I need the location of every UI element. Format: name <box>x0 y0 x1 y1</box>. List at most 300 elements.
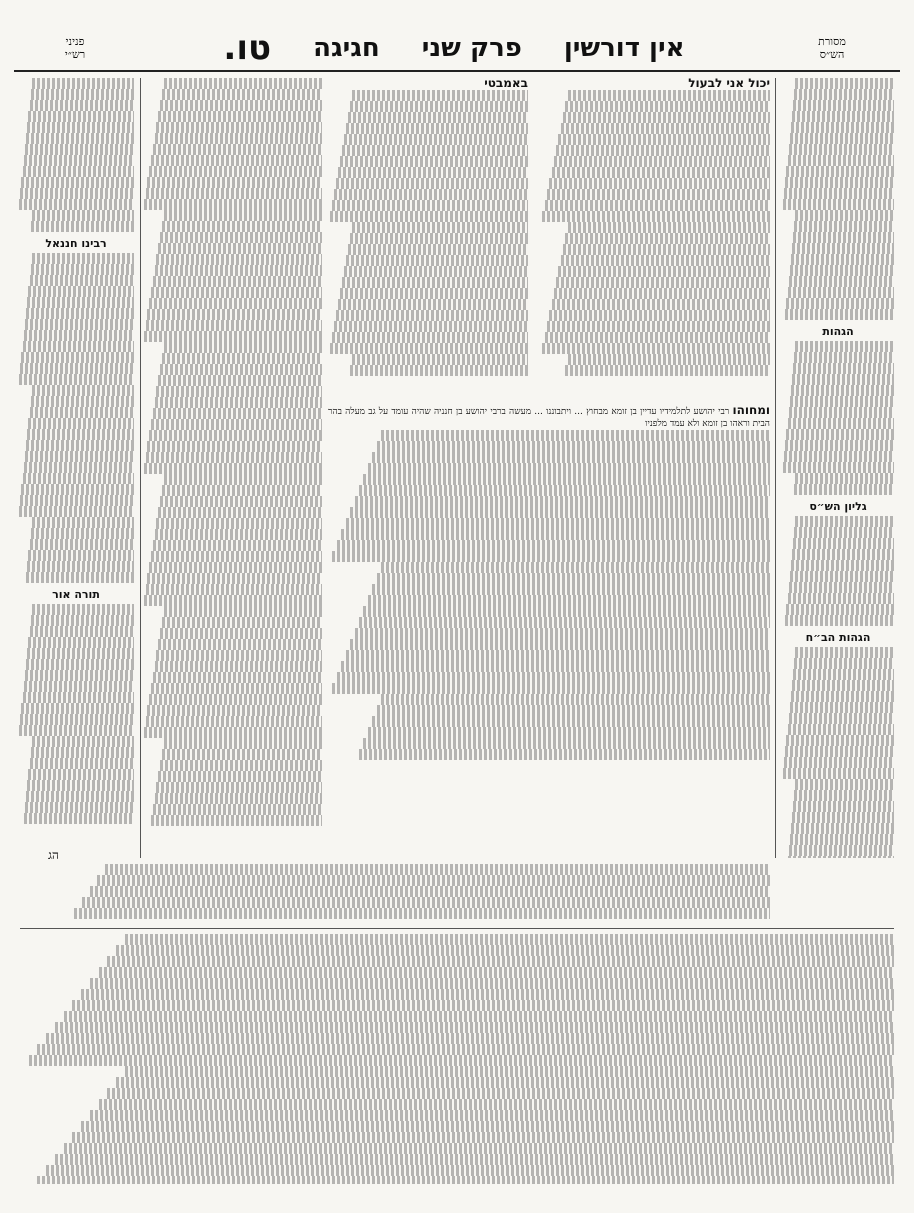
text-line <box>28 769 134 780</box>
text-line <box>24 330 134 341</box>
text-line <box>789 276 894 287</box>
text-line <box>162 617 322 628</box>
text-line <box>25 451 134 462</box>
text-line <box>793 363 894 374</box>
text-line <box>795 473 894 484</box>
text-line <box>368 463 770 474</box>
left-commentary-column <box>142 78 322 858</box>
left-margin-column <box>18 78 134 858</box>
text-line <box>149 166 322 177</box>
text-line <box>82 897 770 908</box>
text-line <box>19 374 134 385</box>
text-line <box>32 210 134 221</box>
text-line <box>158 639 322 650</box>
text-line <box>788 287 894 298</box>
text-line <box>146 320 322 331</box>
text-line <box>30 275 134 286</box>
rashi-column <box>540 78 770 398</box>
text-line <box>156 782 322 793</box>
text-line <box>359 485 770 496</box>
text-line <box>32 736 134 747</box>
text-line <box>344 266 528 277</box>
text-line <box>160 232 322 243</box>
text-line <box>350 639 770 650</box>
text-line <box>377 441 770 452</box>
text-line <box>25 319 134 330</box>
text-line <box>90 1110 894 1121</box>
text-line <box>20 495 134 506</box>
text-line <box>27 297 134 308</box>
text-line <box>542 343 770 354</box>
text-line <box>793 538 894 549</box>
text-line <box>144 331 322 342</box>
text-line <box>788 155 894 166</box>
text-line <box>558 134 770 145</box>
text-line <box>791 823 894 834</box>
text-line <box>21 177 134 188</box>
text-line <box>549 310 770 321</box>
text-line <box>158 111 322 122</box>
text-line <box>568 222 770 233</box>
text-line <box>155 661 322 672</box>
text-line <box>372 716 770 727</box>
header-folio: טו. <box>223 28 272 68</box>
text-line <box>352 90 528 101</box>
text-line <box>790 571 894 582</box>
text-line <box>552 167 771 178</box>
text-line <box>565 365 770 376</box>
text-line <box>790 702 894 713</box>
text-line <box>158 771 322 782</box>
text-line <box>153 672 322 683</box>
text-line <box>151 551 322 562</box>
text-line <box>155 793 322 804</box>
text-line <box>549 178 770 189</box>
text-line <box>26 440 134 451</box>
text-line <box>149 694 322 705</box>
text-line <box>783 199 894 210</box>
text-line <box>30 758 134 769</box>
text-line <box>19 199 134 210</box>
text-line <box>162 485 322 496</box>
text-line <box>55 1022 894 1033</box>
text-line <box>160 364 322 375</box>
text-line <box>561 123 770 134</box>
text-line <box>554 288 770 299</box>
text-line <box>342 145 528 156</box>
text-line <box>561 255 770 266</box>
text-line <box>72 1132 894 1143</box>
text-line <box>795 516 894 527</box>
text-line <box>144 199 322 210</box>
tosafot-lead-words: באמבטי <box>484 78 528 90</box>
text-line <box>332 200 528 211</box>
text-line <box>790 133 894 144</box>
text-line <box>74 908 770 919</box>
text-line <box>793 801 894 812</box>
text-line <box>31 528 134 539</box>
text-line <box>149 298 322 309</box>
text-line <box>147 309 322 320</box>
text-line <box>162 89 322 100</box>
text-line <box>30 626 134 637</box>
text-line <box>785 746 894 757</box>
text-line <box>46 1165 894 1176</box>
text-line <box>795 647 894 658</box>
text-line <box>147 441 322 452</box>
text-line <box>791 560 894 571</box>
header-pninei-rashi <box>20 30 130 66</box>
text-line <box>340 156 528 167</box>
text-line <box>786 166 894 177</box>
text-line <box>363 474 770 485</box>
text-line <box>793 100 894 111</box>
text-line <box>28 418 134 429</box>
text-line <box>545 332 770 343</box>
text-line <box>784 451 894 462</box>
text-line <box>24 155 134 166</box>
text-line <box>46 1033 894 1044</box>
text-line <box>164 738 322 749</box>
text-line <box>26 791 134 802</box>
text-line <box>160 628 322 639</box>
text-line <box>783 768 894 779</box>
text-line <box>786 604 894 615</box>
text-line <box>565 101 770 112</box>
text-line <box>790 834 894 845</box>
text-line <box>348 244 528 255</box>
text-line <box>786 429 894 440</box>
rabbeinu-chananel-heading: רבינו חננאל <box>45 237 107 250</box>
text-line <box>125 1066 894 1077</box>
text-line <box>790 265 894 276</box>
text-line <box>794 352 894 363</box>
text-line <box>334 189 528 200</box>
text-line <box>151 287 322 298</box>
text-line <box>28 111 134 122</box>
text-line <box>368 595 770 606</box>
text-line <box>28 550 134 561</box>
text-line <box>338 299 528 310</box>
torah-or-heading: תורה אור <box>52 588 100 601</box>
text-line <box>568 90 770 101</box>
text-line <box>25 670 134 681</box>
text-line <box>164 474 322 485</box>
text-line <box>32 78 134 89</box>
text-line <box>32 604 134 615</box>
text-line <box>794 221 894 232</box>
left-margin-divider <box>140 78 141 858</box>
text-line <box>81 1121 894 1132</box>
text-line <box>337 540 770 551</box>
text-line <box>31 89 134 100</box>
text-line <box>90 886 770 897</box>
text-line <box>336 178 528 189</box>
text-line <box>164 78 322 89</box>
text-line <box>156 386 322 397</box>
text-line <box>332 332 528 343</box>
text-line <box>153 276 322 287</box>
right-margin-divider <box>775 78 776 858</box>
text-line <box>792 243 894 254</box>
text-line <box>153 144 322 155</box>
text-line <box>99 967 894 978</box>
text-line <box>144 595 322 606</box>
text-line <box>26 572 134 583</box>
text-line <box>146 716 322 727</box>
text-line <box>352 354 528 365</box>
text-line <box>19 506 134 517</box>
text-line <box>90 978 894 989</box>
text-line <box>144 727 322 738</box>
text-line <box>341 529 770 540</box>
text-line <box>19 725 134 736</box>
text-line <box>29 1055 894 1066</box>
text-line <box>27 429 134 440</box>
text-line <box>793 232 894 243</box>
text-line <box>332 551 770 562</box>
text-line <box>153 540 322 551</box>
text-line <box>164 606 322 617</box>
text-line <box>31 747 134 758</box>
text-line <box>786 298 894 309</box>
text-line <box>37 1044 894 1055</box>
text-line <box>160 100 322 111</box>
text-line <box>552 299 771 310</box>
text-line <box>795 78 894 89</box>
text-line <box>31 615 134 626</box>
text-line <box>27 648 134 659</box>
text-line <box>155 133 322 144</box>
text-line <box>363 606 770 617</box>
text-line <box>791 385 894 396</box>
text-line <box>783 462 894 473</box>
text-line <box>97 875 770 886</box>
text-line <box>547 321 770 332</box>
text-line <box>162 353 322 364</box>
text-line <box>147 573 322 584</box>
text-line <box>147 705 322 716</box>
gemara-opening-words: ומחוהו <box>732 404 770 417</box>
text-line <box>149 562 322 573</box>
text-line <box>789 407 894 418</box>
text-line <box>377 705 770 716</box>
text-line <box>99 1099 894 1110</box>
text-line <box>27 561 134 572</box>
header-masoret-label <box>772 30 892 66</box>
text-line <box>26 659 134 670</box>
text-line <box>158 507 322 518</box>
text-line <box>792 812 894 823</box>
text-line <box>32 385 134 396</box>
text-line <box>153 408 322 419</box>
text-line <box>32 517 134 528</box>
text-line <box>788 418 894 429</box>
text-line <box>336 310 528 321</box>
text-line <box>334 321 528 332</box>
text-line <box>350 101 528 112</box>
text-line <box>350 365 528 376</box>
text-line <box>348 112 528 123</box>
text-line <box>563 244 770 255</box>
text-line <box>20 363 134 374</box>
text-line <box>23 473 134 484</box>
text-line <box>568 354 770 365</box>
text-line <box>346 123 528 134</box>
text-line <box>340 288 528 299</box>
text-line <box>792 549 894 560</box>
text-line <box>24 462 134 473</box>
text-line <box>363 738 770 749</box>
header-tractate: חגיגה <box>313 33 380 63</box>
text-line <box>556 277 770 288</box>
text-line <box>332 683 770 694</box>
text-line <box>794 658 894 669</box>
text-line <box>368 727 770 738</box>
text-line <box>790 396 894 407</box>
text-line <box>788 593 894 604</box>
text-line <box>794 790 894 801</box>
text-line <box>31 396 134 407</box>
text-line <box>795 210 894 221</box>
text-line <box>155 397 322 408</box>
header-pninei-line2: רש״י <box>64 48 86 61</box>
text-line <box>355 628 770 639</box>
text-line <box>64 1011 894 1022</box>
main-gemara-text <box>328 404 770 844</box>
text-line <box>545 200 770 211</box>
text-line <box>341 661 770 672</box>
text-line <box>795 341 894 352</box>
text-line <box>162 221 322 232</box>
text-line <box>162 749 322 760</box>
text-line <box>27 780 134 791</box>
text-line <box>558 266 770 277</box>
text-line <box>116 945 894 956</box>
text-line <box>21 703 134 714</box>
text-line <box>156 254 322 265</box>
header-title <box>144 30 764 66</box>
header-divider <box>14 70 900 72</box>
text-line <box>785 440 894 451</box>
text-line <box>20 188 134 199</box>
text-line <box>547 189 770 200</box>
text-line <box>24 813 134 824</box>
text-line <box>64 1143 894 1154</box>
text-line <box>153 804 322 815</box>
text-line <box>794 484 894 495</box>
text-line <box>785 615 894 626</box>
text-line <box>151 419 322 430</box>
text-line <box>346 255 528 266</box>
text-line <box>107 956 894 967</box>
text-line <box>31 264 134 275</box>
text-line <box>342 277 528 288</box>
text-line <box>155 265 322 276</box>
text-line <box>30 407 134 418</box>
text-line <box>542 211 770 222</box>
text-line <box>785 177 894 188</box>
tosafot-column <box>328 78 528 398</box>
text-line <box>372 452 770 463</box>
hagahot-heading: הגהות <box>822 325 854 338</box>
text-line <box>160 496 322 507</box>
text-line <box>81 989 894 1000</box>
text-line <box>789 713 894 724</box>
text-line <box>784 757 894 768</box>
text-line <box>107 1088 894 1099</box>
header-chapter-number: פרק שני <box>421 33 522 63</box>
text-line <box>793 669 894 680</box>
text-line <box>156 518 322 529</box>
text-line <box>158 243 322 254</box>
text-line <box>30 100 134 111</box>
text-line <box>37 1176 894 1184</box>
text-line <box>789 845 894 856</box>
text-line <box>788 856 894 858</box>
text-line <box>338 167 528 178</box>
header-masoret-line2: הש״ס <box>819 48 845 61</box>
text-line <box>144 463 322 474</box>
text-line <box>158 375 322 386</box>
text-line <box>377 573 770 584</box>
text-line <box>151 683 322 694</box>
text-line <box>28 637 134 648</box>
text-line <box>791 122 894 133</box>
text-line <box>794 527 894 538</box>
text-line <box>794 89 894 100</box>
gilyon-heading: גליון הש״ס <box>809 500 867 513</box>
text-line <box>21 352 134 363</box>
header-masoret-line1: מסורת <box>818 35 846 48</box>
text-line <box>26 133 134 144</box>
text-line <box>21 484 134 495</box>
text-line <box>791 691 894 702</box>
text-line <box>556 145 770 156</box>
bottom-divider <box>20 928 894 929</box>
text-line <box>116 1077 894 1088</box>
text-line <box>337 672 770 683</box>
text-line <box>151 155 322 166</box>
text-line <box>164 210 322 221</box>
text-line <box>381 430 770 441</box>
text-line <box>147 177 322 188</box>
text-line <box>350 507 770 518</box>
text-line <box>381 562 770 573</box>
text-line <box>31 221 134 232</box>
right-margin-column <box>782 78 894 858</box>
text-line <box>23 692 134 703</box>
text-line <box>344 134 528 145</box>
text-line <box>160 760 322 771</box>
text-line <box>563 112 770 123</box>
text-line <box>156 650 322 661</box>
text-line <box>55 1154 894 1165</box>
text-line <box>125 934 894 945</box>
text-line <box>105 864 770 875</box>
text-line <box>32 253 134 264</box>
text-line <box>27 122 134 133</box>
text-line <box>372 584 770 595</box>
text-line <box>156 122 322 133</box>
text-line <box>72 1000 894 1011</box>
text-line <box>330 211 528 222</box>
text-line <box>25 802 134 813</box>
text-line <box>352 222 528 233</box>
text-line <box>554 156 770 167</box>
text-line <box>146 188 322 199</box>
text-line <box>350 233 528 244</box>
